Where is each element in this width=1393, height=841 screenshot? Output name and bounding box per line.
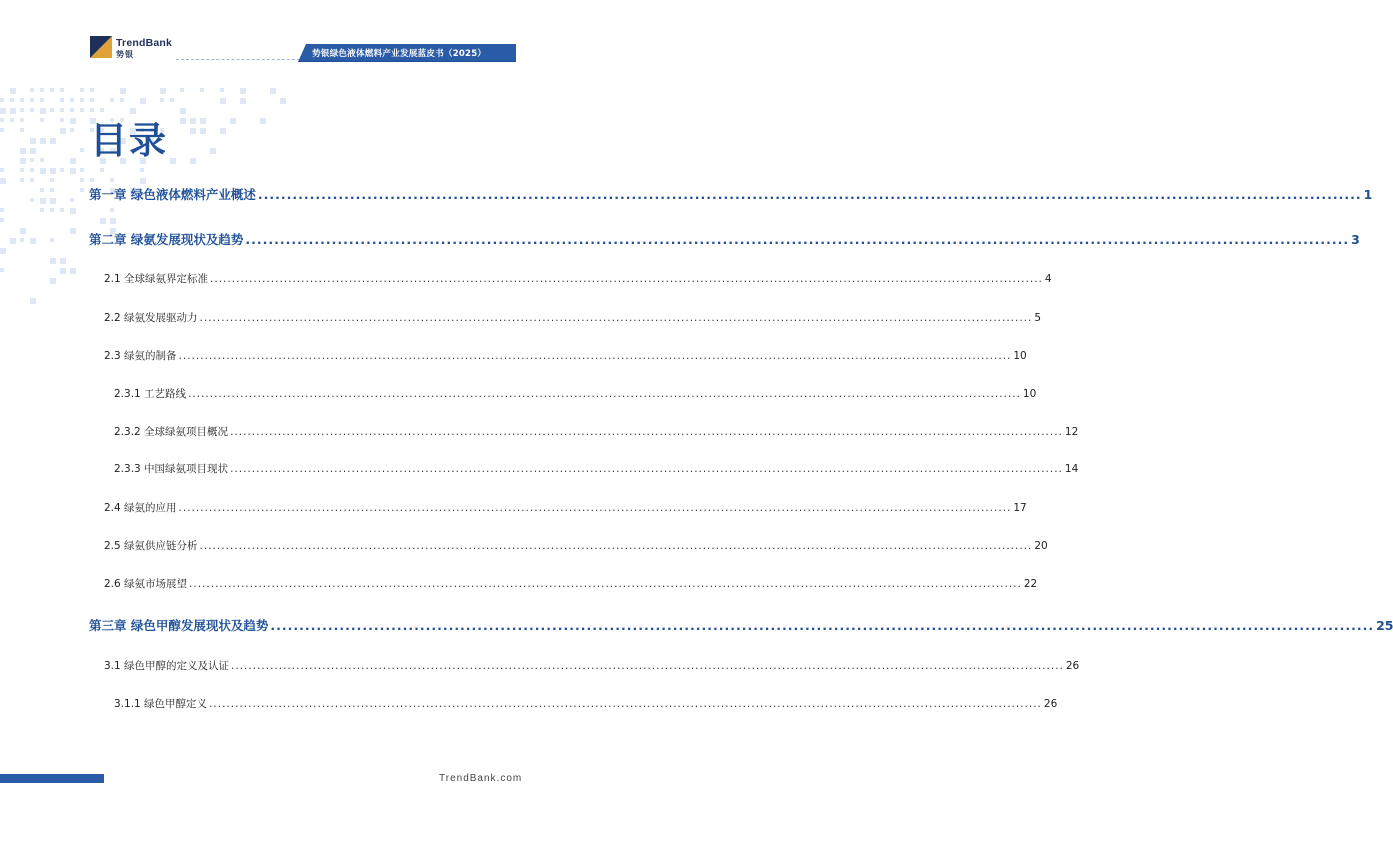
toc-page-number: 10 <box>1013 350 1027 362</box>
toc-heading: 目录 <box>90 119 168 162</box>
toc-dot-leader: ................................................................................................................................................................................................ <box>199 312 1033 324</box>
toc-chapter-entry[interactable] <box>89 185 1373 203</box>
toc-subsection-entry[interactable] <box>114 461 1079 476</box>
decorative-dot <box>40 188 44 192</box>
decorative-dot <box>90 88 94 92</box>
decorative-dot <box>190 128 196 134</box>
decorative-dot <box>70 108 74 112</box>
toc-entry-label: 3.1.1 绿色甲醇定义 <box>114 698 208 710</box>
toc-page-number: 26 <box>1065 660 1080 672</box>
decorative-dot <box>0 208 4 212</box>
decorative-dot <box>80 98 84 102</box>
decorative-dot <box>110 218 116 224</box>
toc-page-number: 17 <box>1013 502 1027 514</box>
decorative-dot <box>40 88 44 92</box>
decorative-dot <box>0 178 6 184</box>
decorative-dot <box>190 118 196 124</box>
decorative-dot <box>50 88 54 92</box>
decorative-dot <box>80 178 84 182</box>
toc-dot-leader: ................................................................................................................................................................................................ <box>210 273 1043 285</box>
decorative-dot <box>30 158 34 162</box>
decorative-dot <box>30 88 34 92</box>
decorative-dot <box>50 108 54 112</box>
toc-entry-label: 2.3 绿氨的制备 <box>104 350 177 362</box>
decorative-dot <box>0 218 4 222</box>
decorative-dot <box>90 178 94 182</box>
decorative-dot <box>170 158 176 164</box>
decorative-dot <box>60 268 66 274</box>
toc-entry-label: 3.1 绿色甲醇的定义及认证 <box>104 660 230 672</box>
decorative-dot <box>110 98 114 102</box>
decorative-dot <box>120 98 124 102</box>
decorative-dot <box>180 108 186 114</box>
decorative-dot <box>60 88 64 92</box>
decorative-dot <box>10 88 16 94</box>
toc-entry-label: 2.3.1 工艺路线 <box>114 388 187 400</box>
toc-dot-leader: ................................................................................................................................................................................................ <box>178 350 1012 362</box>
toc-page-number: 25 <box>1376 618 1393 633</box>
decorative-dot <box>30 98 34 102</box>
decorative-dot <box>20 98 24 102</box>
toc-page-number: 4 <box>1044 273 1052 285</box>
decorative-dot <box>70 268 76 274</box>
toc-page-number: 26 <box>1043 698 1058 710</box>
report-title-tab <box>298 44 516 62</box>
footer-website: TrendBank.com <box>439 773 523 784</box>
decorative-dot <box>60 98 64 102</box>
toc-section-entry[interactable] <box>104 658 1080 673</box>
decorative-dot <box>220 128 226 134</box>
decorative-dot <box>40 98 44 102</box>
decorative-dot <box>70 228 76 234</box>
decorative-dot <box>30 178 34 182</box>
decorative-dot <box>40 208 44 212</box>
decorative-dot <box>20 168 24 172</box>
decorative-dot <box>220 88 224 92</box>
toc-section-entry[interactable] <box>104 576 1038 591</box>
decorative-dot <box>80 148 84 152</box>
decorative-dot <box>70 98 74 102</box>
logo-mark-icon <box>90 36 112 58</box>
toc-dot-leader: ................................................................................................................................................................................................ <box>230 426 1063 438</box>
decorative-dot <box>20 158 26 164</box>
decorative-dot <box>170 98 174 102</box>
toc-entry-label: 2.1 全球绿氨界定标准 <box>104 273 209 285</box>
toc-section-entry[interactable] <box>104 348 1027 363</box>
decorative-dot <box>160 88 166 94</box>
decorative-dot <box>50 198 56 204</box>
decorative-dot <box>200 88 204 92</box>
decorative-dot <box>100 218 106 224</box>
header-divider <box>176 59 300 60</box>
decorative-dot <box>70 118 76 124</box>
decorative-dot <box>0 128 4 132</box>
decorative-dot <box>70 168 76 174</box>
toc-section-entry[interactable] <box>104 538 1048 553</box>
decorative-dot <box>30 138 36 144</box>
decorative-dot <box>10 108 16 114</box>
toc-entry-label: 第三章 绿色甲醇发展现状及趋势 <box>89 618 269 633</box>
decorative-dot <box>80 188 84 192</box>
toc-entry-label: 2.3.2 全球绿氨项目概况 <box>114 426 229 438</box>
decorative-dot <box>0 118 4 122</box>
decorative-dot <box>10 98 14 102</box>
decorative-dot <box>50 138 56 144</box>
decorative-dot <box>70 198 74 202</box>
decorative-dot <box>30 238 36 244</box>
footer-accent-bar <box>0 774 104 783</box>
decorative-dot <box>60 168 64 172</box>
toc-dot-leader: ................................................................................................................................................................................................ <box>199 540 1033 552</box>
decorative-dot <box>20 148 26 154</box>
decorative-dot <box>70 208 76 214</box>
toc-page-number: 3 <box>1351 232 1360 247</box>
toc-dot-leader: ................................................................................................................................................................................................ <box>230 463 1063 475</box>
logo-subtitle: 势银 <box>116 50 134 59</box>
decorative-dot <box>110 178 114 182</box>
toc-dot-leader: ................................................................................................................................................................................................ <box>257 187 1362 202</box>
decorative-dot <box>120 88 126 94</box>
decorative-dot <box>220 98 226 104</box>
decorative-dot <box>70 158 76 164</box>
decorative-dot <box>40 168 46 174</box>
trendbank-logo <box>90 36 176 62</box>
decorative-dot <box>80 168 84 172</box>
decorative-dot <box>0 108 6 114</box>
decorative-dot <box>240 88 246 94</box>
decorative-dot <box>210 148 216 154</box>
toc-dot-leader: ................................................................................................................................................................................................ <box>231 660 1064 672</box>
toc-section-entry[interactable] <box>104 310 1042 325</box>
decorative-dot <box>270 88 276 94</box>
decorative-dot <box>240 98 246 104</box>
decorative-dot <box>50 168 56 174</box>
decorative-dot <box>0 248 6 254</box>
toc-page-number: 12 <box>1064 426 1079 438</box>
decorative-dot <box>20 108 24 112</box>
toc-page-number: 14 <box>1064 463 1079 475</box>
decorative-dot <box>0 98 4 102</box>
toc-section-entry[interactable] <box>104 271 1052 286</box>
decorative-dot <box>60 128 66 134</box>
toc-page-number: 20 <box>1034 540 1048 552</box>
decorative-dot <box>280 98 286 104</box>
decorative-dot <box>60 108 64 112</box>
decorative-dot <box>60 118 64 122</box>
decorative-dot <box>260 118 266 124</box>
decorative-dot <box>50 278 56 284</box>
toc-entry-label: 2.6 绿氨市场展望 <box>104 578 188 590</box>
toc-page-number: 5 <box>1034 312 1042 324</box>
toc-entry-label: 2.2 绿氨发展驱动力 <box>104 312 198 324</box>
decorative-dot <box>30 298 36 304</box>
decorative-dot <box>40 108 46 114</box>
toc-entry-label: 第一章 绿色液体燃料产业概述 <box>89 187 256 202</box>
decorative-dot <box>10 118 14 122</box>
decorative-dot <box>40 118 44 122</box>
toc-chapter-entry[interactable] <box>89 230 1360 248</box>
decorative-dot <box>40 138 46 144</box>
decorative-dot <box>140 168 144 172</box>
toc-entry-label: 2.3.3 中国绿氨项目现状 <box>114 463 229 475</box>
decorative-dot <box>70 128 74 132</box>
decorative-dot <box>50 208 54 212</box>
logo-name: TrendBank <box>116 37 173 49</box>
decorative-dot <box>20 238 24 242</box>
report-title: 势银绿色液体燃料产业发展蓝皮书（2025） <box>312 49 487 59</box>
decorative-dot <box>20 118 24 122</box>
toc-subsection-entry[interactable] <box>114 386 1037 401</box>
decorative-dot <box>160 98 164 102</box>
toc-page-number: 22 <box>1023 578 1038 590</box>
toc-dot-leader: ................................................................................................................................................................................................ <box>189 578 1022 590</box>
toc-page-number: 1 <box>1363 187 1373 202</box>
decorative-dot <box>230 118 236 124</box>
decorative-dot <box>20 178 24 182</box>
decorative-dot <box>20 128 24 132</box>
decorative-dot <box>50 188 54 192</box>
decorative-dot <box>30 198 34 202</box>
toc-entry-label: 2.4 绿氨的应用 <box>104 502 177 514</box>
decorative-dot <box>30 168 34 172</box>
decorative-dot <box>140 98 146 104</box>
decorative-dot <box>140 178 146 184</box>
decorative-dot <box>40 158 44 162</box>
toc-subsection-entry[interactable] <box>114 424 1079 439</box>
decorative-dot <box>0 268 4 272</box>
toc-dot-leader: ................................................................................................................................................................................................ <box>270 618 1375 633</box>
decorative-dot <box>100 168 104 172</box>
toc-section-entry[interactable] <box>104 500 1027 515</box>
toc-entry-label: 2.5 绿氨供应链分析 <box>104 540 198 552</box>
decorative-dot <box>60 258 66 264</box>
decorative-dot <box>190 158 196 164</box>
toc-dot-leader: ................................................................................................................................................................................................ <box>188 388 1021 400</box>
decorative-dot <box>90 98 94 102</box>
decorative-dot <box>10 238 16 244</box>
toc-dot-leader: ................................................................................................................................................................................................ <box>178 502 1012 514</box>
decorative-dot <box>80 88 84 92</box>
decorative-dot <box>40 198 46 204</box>
decorative-dot <box>200 118 206 124</box>
decorative-dot <box>30 148 36 154</box>
toc-entry-label: 第二章 绿氨发展现状及趋势 <box>89 232 244 247</box>
toc-dot-leader: ................................................................................................................................................................................................ <box>245 232 1350 247</box>
decorative-dot <box>200 128 206 134</box>
decorative-dot <box>60 208 64 212</box>
decorative-dot <box>180 88 184 92</box>
decorative-dot <box>20 228 26 234</box>
decorative-dot <box>50 258 56 264</box>
decorative-dot <box>50 238 54 242</box>
toc-subsection-entry[interactable] <box>114 696 1058 711</box>
toc-chapter-entry[interactable] <box>89 616 1393 634</box>
decorative-dot <box>180 118 186 124</box>
toc-page-number: 10 <box>1022 388 1037 400</box>
decorative-dot <box>50 178 54 182</box>
decorative-dot <box>80 108 84 112</box>
decorative-dot <box>30 108 34 112</box>
toc-dot-leader: ................................................................................................................................................................................................ <box>209 698 1042 710</box>
decorative-dot <box>0 168 4 172</box>
decorative-dot <box>110 208 114 212</box>
